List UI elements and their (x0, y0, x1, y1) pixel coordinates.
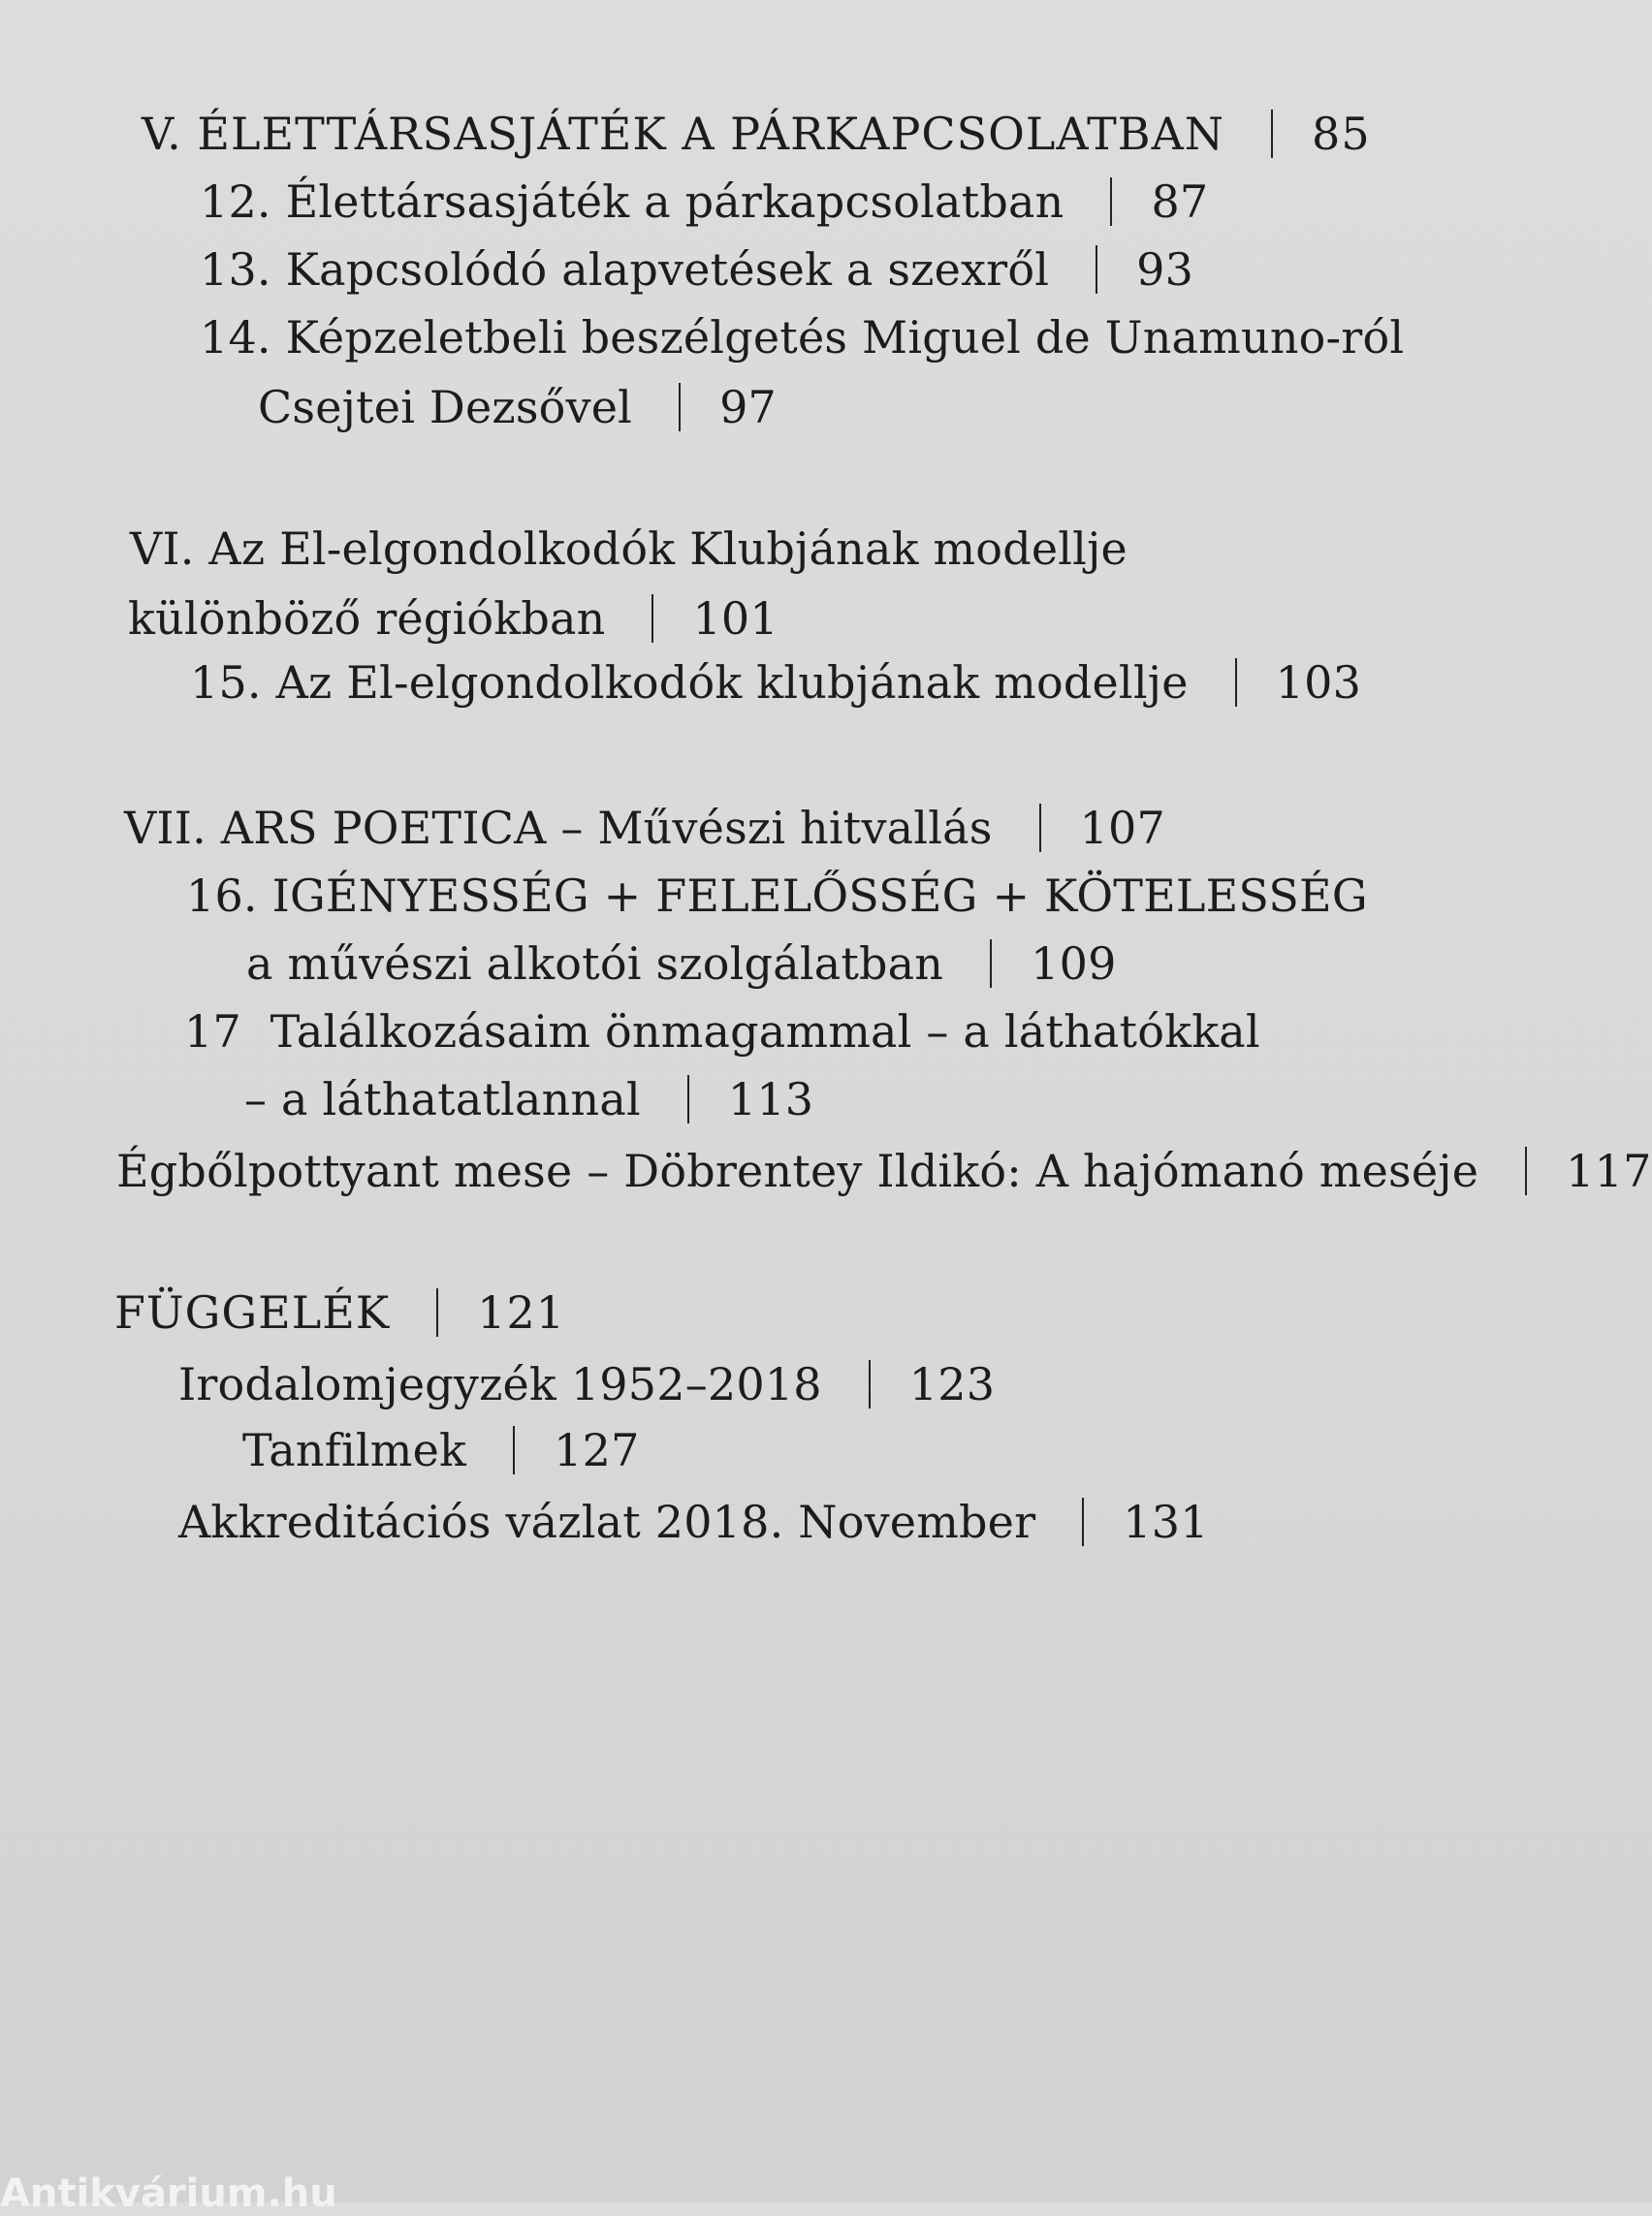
toc-page-number: 87 (1151, 175, 1209, 228)
toc-entry-label: 17 Találkozásaim önmagammal – a láthatókkal (184, 1005, 1260, 1058)
separator (1110, 177, 1112, 226)
toc-entry-label: 12. Élettársasjáték a párkapcsolatban (200, 175, 1064, 228)
separator (1235, 658, 1237, 707)
toc-page-number: 85 (1312, 108, 1371, 160)
toc-accreditation (178, 1495, 1209, 1549)
toc-films (242, 1423, 640, 1477)
toc-entry-label: VII. ARS POETICA – Művészi hitvallás (124, 802, 993, 854)
toc-chapter-12 (200, 174, 1208, 229)
toc-page-number: 113 (727, 1073, 814, 1125)
toc-chapter-16-line-2 (246, 936, 1117, 991)
toc-tale (116, 1144, 1652, 1198)
toc-bibliography (178, 1357, 995, 1411)
toc-entry-label: FÜGGELÉK (114, 1286, 391, 1339)
toc-page-number: 107 (1079, 802, 1165, 854)
separator (436, 1288, 438, 1337)
toc-entry-label: 14. Képzeletbeli beszélgetés Miguel de Unamuno-ról (200, 311, 1405, 364)
separator (679, 383, 681, 431)
toc-page-number: 127 (554, 1424, 640, 1476)
toc-appendix (114, 1285, 565, 1340)
toc-entry-label: 13. Kapcsolódó alapvetések a szexről (200, 243, 1050, 296)
toc-entry-label: Égbőlpottyant mese – Döbrentey Ildikó: A hajómanó meséje (116, 1145, 1479, 1197)
watermark: Antikvárium.hu (0, 2171, 337, 2216)
separator (687, 1075, 689, 1124)
toc-chapter-17-line-2 (244, 1072, 813, 1126)
toc-chapter-13 (200, 242, 1193, 297)
separator (1096, 245, 1097, 294)
toc-part-vi-line-1 (130, 522, 1128, 576)
toc-page-number: 101 (692, 592, 778, 645)
toc-page-number: 123 (908, 1358, 996, 1410)
toc-entry-label: Tanfilmek (242, 1424, 467, 1476)
toc-entry-label: Csejtei Dezsővel (258, 381, 633, 433)
toc-chapter-17-line-1 (184, 1004, 1260, 1059)
toc-page-number: 117 (1566, 1145, 1652, 1197)
separator (869, 1360, 871, 1409)
toc-chapter-16-line-1 (186, 869, 1368, 923)
toc-page-number: 109 (1031, 937, 1117, 990)
toc-entry-label: – a láthatatlannal (244, 1073, 641, 1125)
separator (651, 594, 653, 643)
toc-entry-label: különböző régiókban (128, 592, 606, 645)
separator (990, 939, 992, 988)
toc-entry-label: 16. IGÉNYESSÉG + FELELŐSSÉG + KÖTELESSÉG (186, 870, 1368, 922)
toc-page-number: 131 (1123, 1496, 1209, 1548)
toc-entry-label: VI. Az El-elgondolkodók Klubjának modellje (130, 522, 1128, 575)
toc-entry-label: Akkreditációs vázlat 2018. November (178, 1496, 1036, 1548)
toc-page-number: 121 (477, 1286, 566, 1339)
toc-entry-label: a művészi alkotói szolgálatban (246, 937, 944, 990)
toc-entry-label: Irodalomjegyzék 1952–2018 (178, 1358, 822, 1410)
toc-page-number: 97 (719, 381, 778, 433)
toc-entry-label: 15. Az El-elgondolkodók klubjának modellje (190, 656, 1189, 709)
toc-part-vi-line-2 (128, 591, 778, 646)
toc-page-number: 103 (1275, 656, 1362, 709)
separator (513, 1426, 515, 1474)
separator (1525, 1147, 1527, 1195)
toc-part-v (142, 107, 1371, 161)
separator (1271, 110, 1273, 158)
separator (1082, 1498, 1084, 1546)
toc-chapter-15 (190, 655, 1361, 710)
toc-entry-label: V. ÉLETTÁRSASJÁTÉK A PÁRKAPCSOLATBAN (142, 108, 1225, 160)
toc-chapter-14-line-2 (258, 380, 777, 434)
separator (1039, 804, 1041, 852)
toc-chapter-14-line-1 (200, 310, 1404, 364)
toc-part-vii (124, 801, 1165, 855)
toc-page-number: 93 (1136, 243, 1194, 296)
